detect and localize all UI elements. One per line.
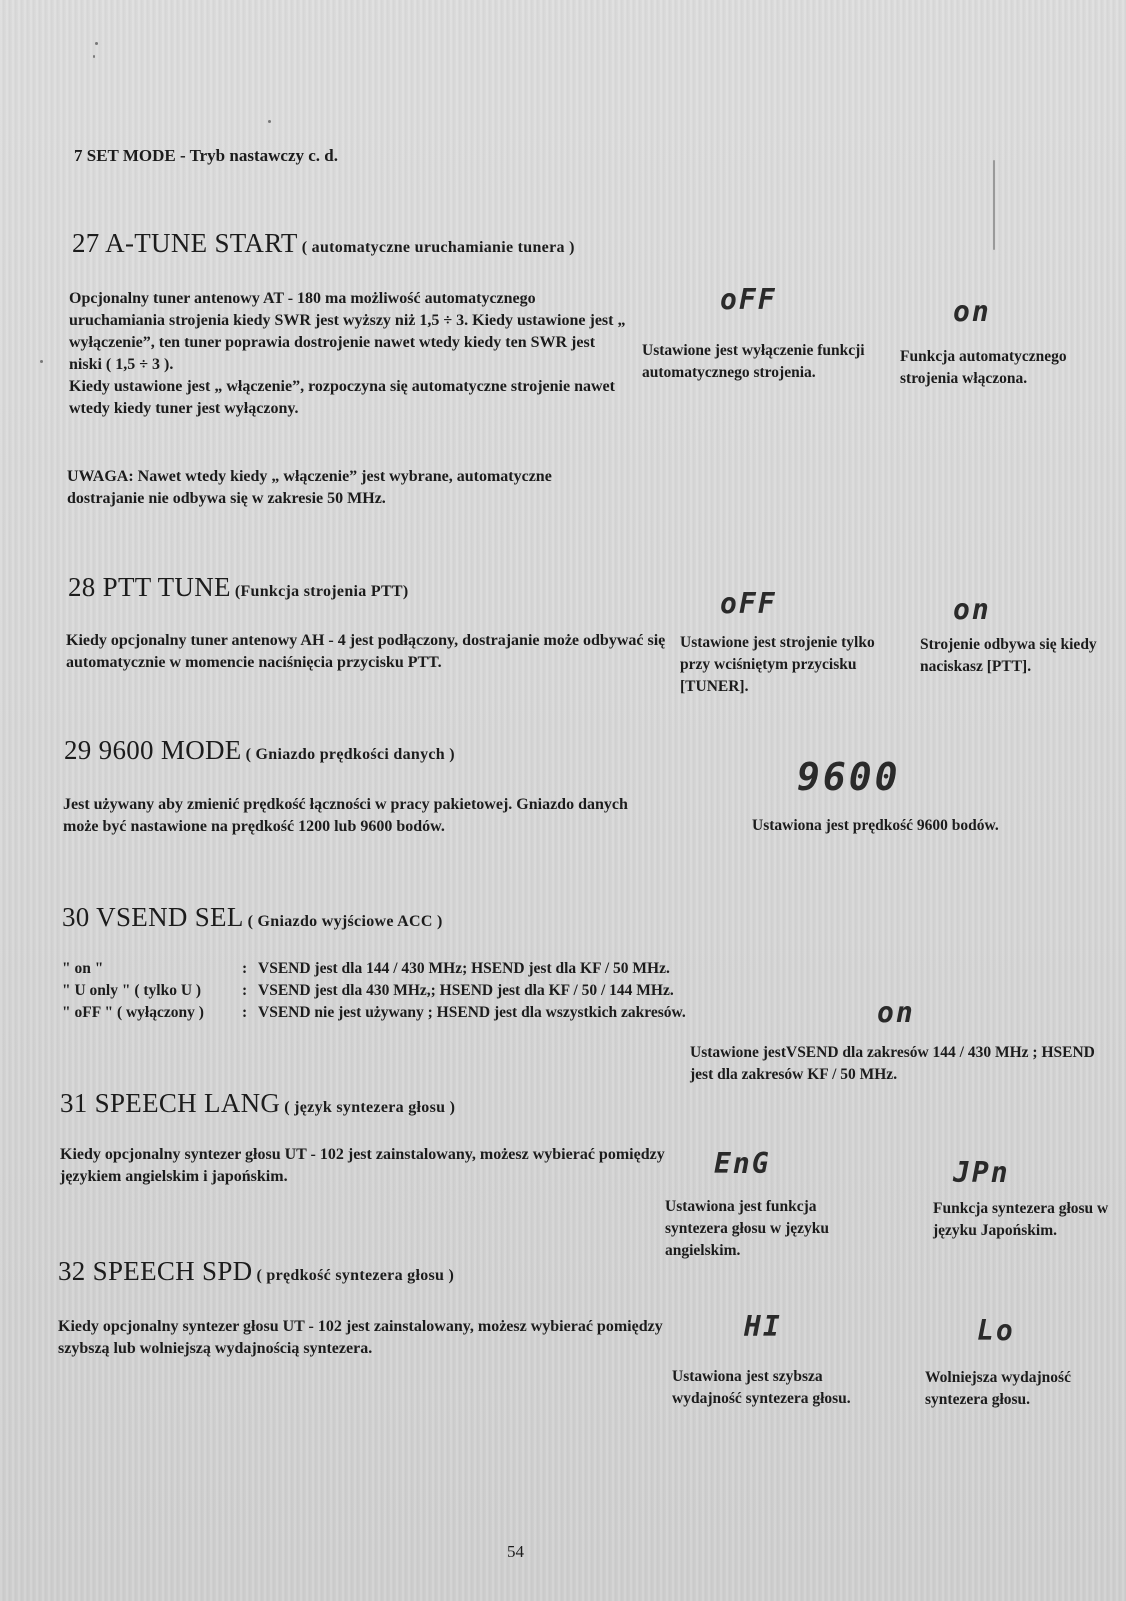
section-subtitle: ( prędkość syntezera głosu ) — [256, 1267, 455, 1284]
lcd-display-off: oFF — [720, 283, 777, 316]
page-header: 7 SET MODE - Tryb nastawczy c. d. — [74, 146, 338, 165]
paragraph: Kiedy opcjonalny syntezer głosu UT - 102 jest zainstalowany, możesz wybierać pomiędzy językiem angielskim i japońskim. — [60, 1146, 665, 1185]
vsend-row — [62, 980, 782, 1002]
vsend-value: VSEND jest dla 430 MHz,; HSEND jest dla KF / 50 / 144 MHz. — [258, 982, 674, 999]
vsend-row — [62, 958, 782, 980]
section-28-title — [68, 572, 409, 603]
vsend-sep: : — [242, 982, 248, 999]
paragraph: Jest używany aby zmienić prędkość łączności w pracy pakietowej. Gniazdo danych może być nastawione na prędkość 1200 lub 9600 bodów. — [63, 796, 628, 835]
section-27-title — [72, 228, 575, 259]
page-number: 54 — [507, 1542, 524, 1561]
scan-speck — [993, 160, 995, 250]
paragraph: Kiedy opcjonalny syntezer głosu UT - 102 jest zainstalowany, możesz wybierać pomiędzy szybszą lub wolniejszą wydajnością syntezera. — [58, 1318, 663, 1357]
section-subtitle: ( automatyczne uruchamianie tunera ) — [301, 239, 575, 256]
option-caption: Funkcja syntezera głosu w języku Japońskim. — [933, 1200, 1109, 1239]
section-28-body — [66, 630, 666, 674]
section-29-title — [64, 735, 455, 766]
vsend-table — [62, 958, 782, 1024]
scan-speck — [93, 55, 95, 58]
option-caption: Wolniejsza wydajność syntezera głosu. — [925, 1369, 1071, 1408]
option-caption: Funkcja automatycznego strojenia włączona. — [900, 348, 1067, 387]
option-caption: Ustawiona jest szybsza wydajność syntezera głosu. — [672, 1368, 851, 1407]
paragraph: Kiedy ustawione jest „ włączenie”, rozpoczyna się automatyczne strojenie nawet wtedy kiedy tuner jest wyłączony. — [69, 378, 615, 417]
lcd-display-on: on — [953, 593, 991, 626]
paragraph: Kiedy opcjonalny tuner antenowy AH - 4 jest podłączony, dostrajanie może odbywać się automatycznie w momencie naciśnięcia przycisku PTT. — [66, 632, 666, 671]
scan-speck — [95, 42, 98, 45]
section-code: 30 VSEND SEL — [62, 902, 244, 932]
vsend-key: " U only " ( tylko U ) — [62, 982, 202, 999]
paragraph: Opcjonalny tuner antenowy AT - 180 ma możliwość automatycznego uruchamiania strojenia kiedy SWR jest wyższy niż 1,5 ÷ 3. Kiedy ustawione jest „ wyłączenie”, ten tuner poprawia dostrojenie nawet wtedy kiedy ten SWR jest niski ( 1,5 ÷ 3 ). — [69, 290, 626, 373]
lcd-display-on: on — [877, 996, 915, 1029]
vsend-value: VSEND nie jest używany ; HSEND jest dla wszystkich zakresów. — [258, 1004, 686, 1021]
lcd-display-jpn: JPn — [953, 1156, 1010, 1189]
vsend-row — [62, 1002, 782, 1024]
scan-speck — [268, 120, 271, 123]
section-code: 32 SPEECH SPD — [58, 1256, 253, 1286]
section-31-title — [60, 1088, 455, 1119]
lcd-display-9600: 9600 — [797, 755, 901, 799]
lcd-display-off: oFF — [720, 587, 777, 620]
section-32-title — [58, 1256, 454, 1287]
lcd-display-eng: EnG — [714, 1147, 771, 1180]
option-caption: Ustawione jest strojenie tylko przy wciśniętym przycisku [TUNER]. — [680, 634, 875, 695]
vsend-sep: : — [242, 960, 248, 977]
lcd-display-hi: HI — [744, 1310, 782, 1343]
section-27-note: UWAGA: Nawet wtedy kiedy „ włączenie” jest wybrane, automatyczne dostrajanie nie odbywa się w zakresie 50 MHz. — [67, 468, 552, 507]
section-code: 27 A-TUNE START — [72, 228, 298, 258]
option-caption: Strojenie odbywa się kiedy naciskasz [PTT]. — [920, 636, 1097, 675]
option-caption: Ustawione jestVSEND dla zakresów 144 / 430 MHz ; HSEND jest dla zakresów KF / 50 MHz. — [690, 1044, 1095, 1083]
lcd-display-on: on — [953, 295, 991, 328]
section-code: 29 9600 MODE — [64, 735, 242, 765]
option-caption: Ustawiona jest funkcja syntezera głosu w języku angielskim. — [665, 1198, 830, 1259]
section-code: 31 SPEECH LANG — [60, 1088, 281, 1118]
section-29-body — [63, 794, 663, 838]
vsend-value: VSEND jest dla 144 / 430 MHz; HSEND jest dla KF / 50 MHz. — [258, 960, 670, 977]
section-27-body — [69, 288, 629, 420]
vsend-key: " on " — [62, 960, 104, 977]
section-31-body — [60, 1144, 680, 1188]
option-caption: Ustawiona jest prędkość 9600 bodów. — [752, 817, 999, 834]
lcd-display-lo: Lo — [977, 1314, 1015, 1347]
section-subtitle: ( język syntezera głosu ) — [284, 1099, 456, 1116]
vsend-sep: : — [242, 1004, 248, 1021]
section-30-title — [62, 902, 443, 933]
section-subtitle: ( Gniazdo prędkości danych ) — [245, 746, 455, 763]
section-32-body — [58, 1316, 688, 1360]
section-subtitle: (Funkcja strojenia PTT) — [234, 583, 409, 600]
vsend-key: " oFF " ( wyłączony ) — [62, 1004, 204, 1021]
option-caption: Ustawione jest wyłączenie funkcji automatycznego strojenia. — [642, 342, 865, 381]
section-subtitle: ( Gniazdo wyjściowe ACC ) — [247, 913, 443, 930]
section-code: 28 PTT TUNE — [68, 572, 231, 602]
scan-speck — [40, 360, 43, 363]
